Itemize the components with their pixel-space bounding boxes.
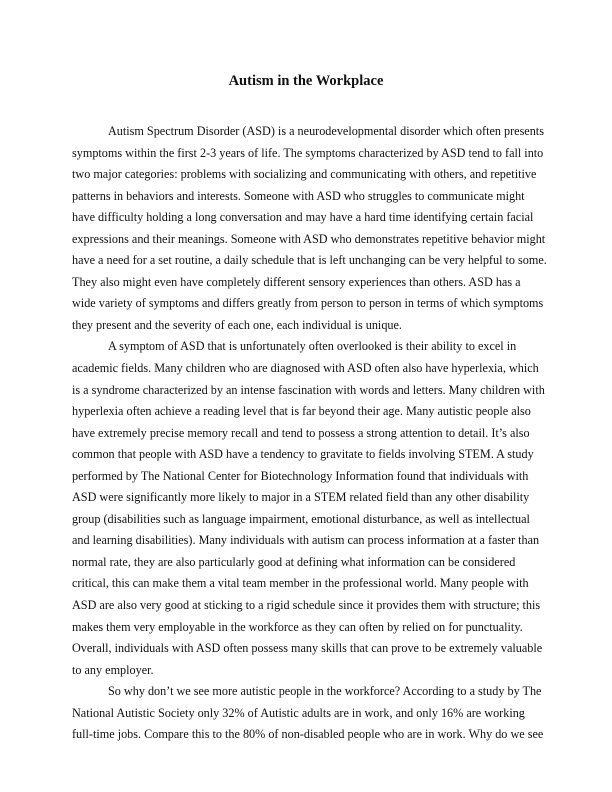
paragraph [72, 681, 547, 746]
text-line: They also might even have completely different sensory experiences than others. ASD has a [72, 274, 521, 289]
paragraph [72, 121, 547, 336]
text-line: expressions and their meanings. Someone with ASD who demonstrates repetitive behavior might [72, 231, 546, 246]
text-line: critical, this can make them a vital team member in the professional world. Many people with [72, 576, 529, 591]
text-line: symptoms within the first 2-3 years of life. The symptoms characterized by ASD tend to fall into [72, 145, 544, 160]
text-line: performed by The National Center for Biotechnology Information found that individuals with [72, 468, 529, 483]
text-line: wide variety of symptoms and differs greatly from person to person in terms of which symptoms [72, 296, 544, 311]
text-line: have difficulty holding a long conversation and may have a hard time identifying certain facial [72, 210, 534, 225]
text-line: So why don’t we see more autistic people in the workforce? According to a study by The [108, 684, 542, 699]
text-line: makes them very employable in the workforce as they can often by relied on for punctuality. [72, 619, 523, 634]
text-line: patterns in behaviors and interests. Someone with ASD who struggles to communicate might [72, 188, 525, 203]
document-body [72, 121, 547, 746]
text-line: ASD were significantly more likely to major in a STEM related field than any other disability [72, 490, 530, 505]
text-line: National Autistic Society only 32% of Autistic adults are in work, and only 16% are working [72, 705, 525, 720]
text-line: full-time jobs. Compare this to the 80% of non-disabled people who are in work. Why do we see [72, 727, 544, 742]
text-line: common that people with ASD have a tendency to gravitate to fields involving STEM. A study [72, 447, 534, 462]
paragraph [72, 336, 547, 681]
text-line: have a need for a set routine, a daily schedule that is left unchanging can be very helpful to some. [72, 253, 547, 268]
text-line: Overall, individuals with ASD often possess many skills that can prove to be extremely valuable [72, 641, 543, 656]
text-line: hyperlexia often achieve a reading level that is far beyond their age. Many autistic people also [72, 404, 531, 419]
text-line: group (disabilities such as language impairment, emotional disturbance, as well as intellectual [72, 511, 530, 526]
text-line: academic fields. Many children who are diagnosed with ASD often also have hyperlexia, which [72, 361, 539, 376]
text-line: two major categories: problems with socializing and communicating with others, and repetitive [72, 167, 537, 182]
text-line: ASD are also very good at sticking to a rigid schedule since it provides them with structure; this [72, 598, 541, 613]
text-line: and learning disabilities). Many individuals with autism can process information at a faster than [72, 533, 540, 548]
text-line: they present and the severity of each one, each individual is unique. [72, 317, 402, 332]
text-line: have extremely precise memory recall and tend to possess a strong attention to detail. It’s also [72, 425, 530, 440]
text-line: A symptom of ASD that is unfortunately often overlooked is their ability to excel in [108, 339, 517, 354]
text-line: Autism Spectrum Disorder (ASD) is a neurodevelopmental disorder which often presents [108, 124, 544, 138]
text-line: is a syndrome characterized by an intense fascination with words and letters. Many children with [72, 382, 545, 397]
text-line: to any employer. [72, 662, 154, 677]
document-title: Autism in the Workplace [228, 73, 384, 89]
text-line: normal rate, they are also particularly good at defining what information can be considered [72, 554, 516, 569]
